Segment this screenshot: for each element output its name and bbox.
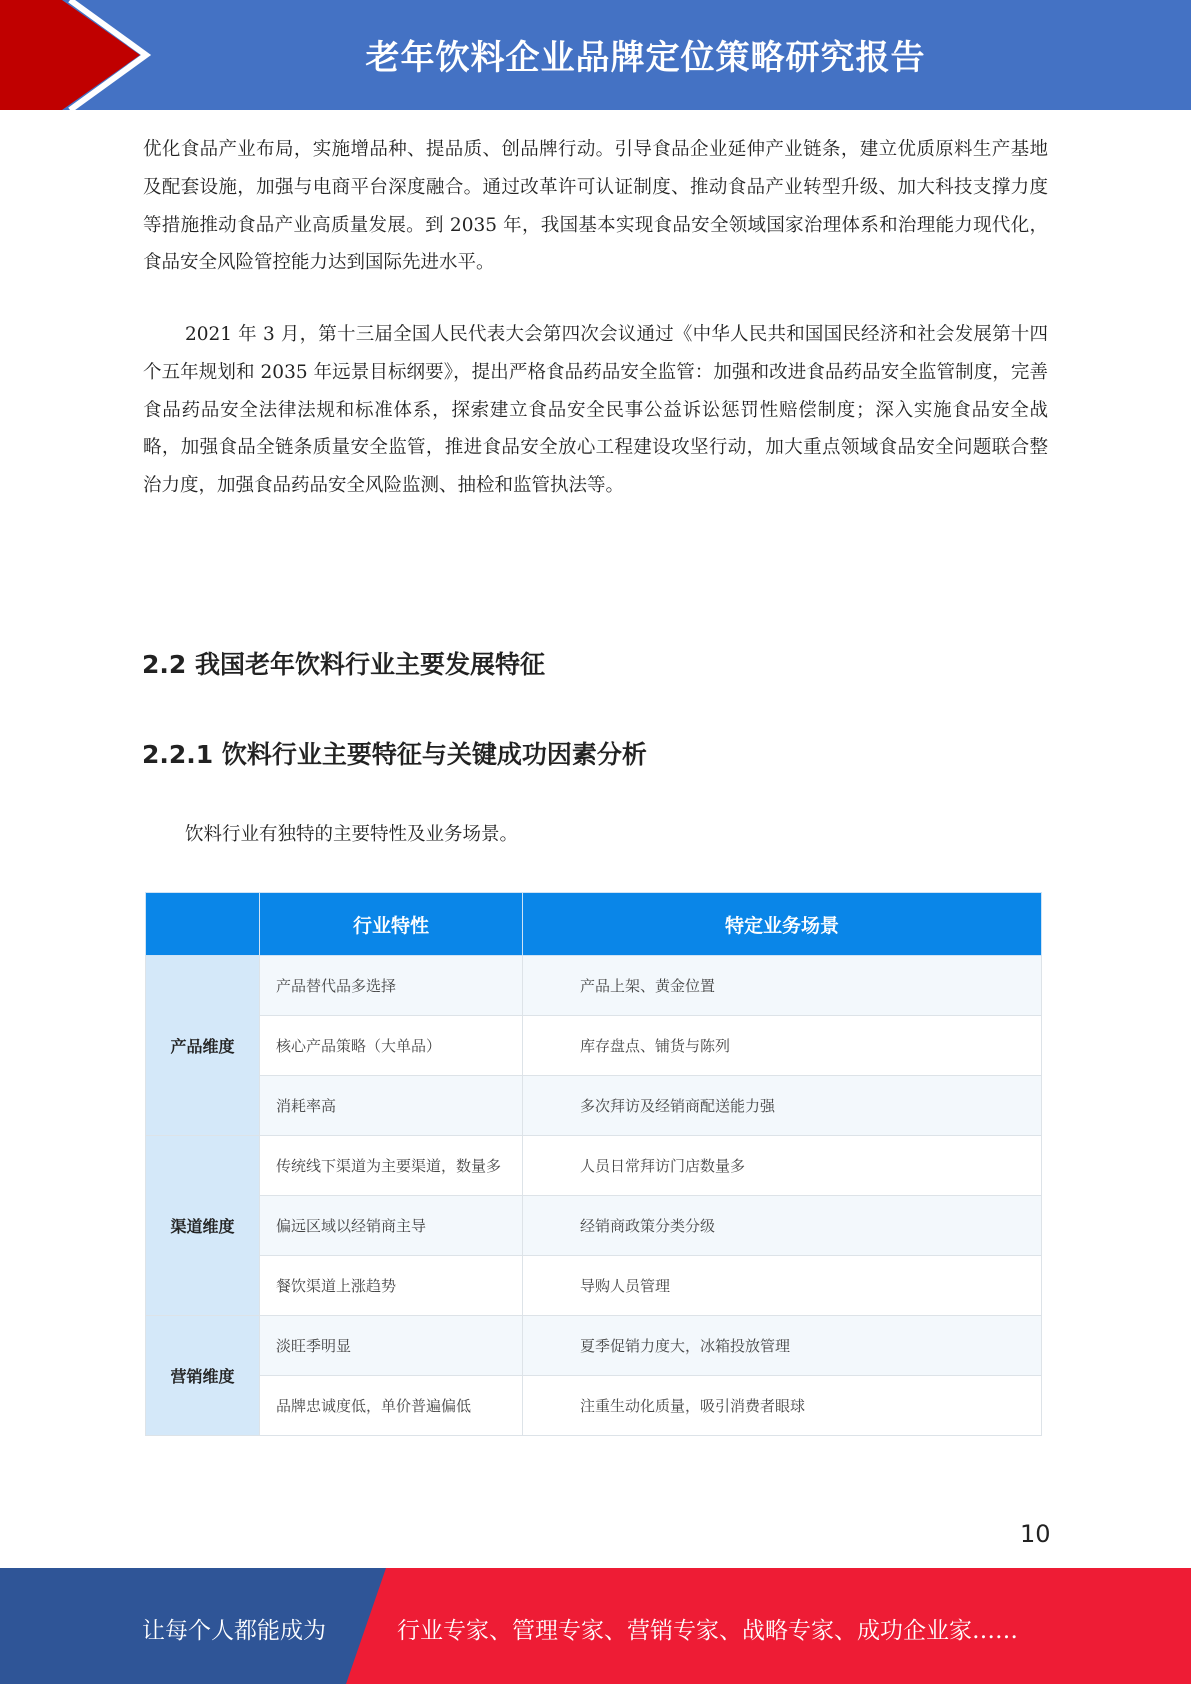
- table-row: [146, 1316, 1042, 1376]
- page-number: 10: [1020, 1520, 1051, 1548]
- table-row: [146, 1256, 1042, 1316]
- table-row: [146, 1076, 1042, 1136]
- trait-cell: 餐饮渠道上涨趋势: [260, 1256, 523, 1316]
- characteristics-table: [145, 892, 1042, 1436]
- scenario-cell: 多次拜访及经销商配送能力强: [523, 1076, 1042, 1136]
- section-heading: 2.2 我国老年饮料行业主要发展特征: [142, 650, 545, 679]
- page-header: [0, 0, 1191, 110]
- trait-cell: 淡旺季明显: [260, 1316, 523, 1376]
- report-title: 老年饮料企业品牌定位策略研究报告: [365, 38, 926, 78]
- footer-slogan-left: 让每个人都能成为: [142, 1618, 326, 1644]
- paragraph-2-text: 2021 年 3 月，第十三届全国人民代表大会第四次会议通过《中华人民共和国国民经济和社会发展第十四个五年规划和 2035 年远景目标纲要》，提出严格食品药品安全监管：加强和改进食品药品安全监管制度，完善食品药品安全法律法规和标准体系，探索建立食品安全民事公益诉讼惩罚性赔偿制度；深入实施食品安全战略，加强食品全链条质量安全监管，推进食品安全放心工程建设攻坚行动，加大重点领域食品安全问题联合整治力度，加强食品药品安全风险监测、抽检和监管执法等。: [143, 324, 1048, 497]
- paragraph-2: [143, 316, 1048, 505]
- table-row: [146, 1196, 1042, 1256]
- table-row: [146, 1016, 1042, 1076]
- scenario-cell: 产品上架、黄金位置: [523, 956, 1042, 1016]
- dimension-cell: 营销维度: [146, 1316, 260, 1436]
- paragraph-1: 优化食品产业布局，实施增品种、提品质、创品牌行动。引导食品企业延伸产业链条，建立优质原料生产基地及配套设施，加强与电商平台深度融合。通过改革许可认证制度、推动食品产业转型升级、加大科技支撑力度等措施推动食品产业高质量发展。到 2035 年，我国基本实现食品安全领域国家治理体系和治理能力现代化，食品安全风险管控能力达到国际先进水平。: [143, 139, 1048, 274]
- trait-cell: 产品替代品多选择: [260, 956, 523, 1016]
- header-cell: 行业特性: [260, 893, 523, 956]
- page-footer: [0, 1568, 1191, 1684]
- trait-cell: 核心产品策略（大单品）: [260, 1016, 523, 1076]
- scenario-cell: 人员日常拜访门店数量多: [523, 1136, 1042, 1196]
- subsection-heading: 2.2.1 饮料行业主要特征与关键成功因素分析: [142, 740, 647, 769]
- scenario-cell: 夏季促销力度大，冰箱投放管理: [523, 1316, 1042, 1376]
- table-row: [146, 1136, 1042, 1196]
- trait-cell: 消耗率高: [260, 1076, 523, 1136]
- scenario-cell: 导购人员管理: [523, 1256, 1042, 1316]
- trait-cell: 品牌忠诚度低，单价普遍偏低: [260, 1376, 523, 1436]
- header-cell: 特定业务场景: [523, 893, 1042, 956]
- table-row: [146, 1376, 1042, 1436]
- table-row: [146, 956, 1042, 1016]
- table-header-row: [146, 893, 1042, 956]
- dimension-cell: 渠道维度: [146, 1136, 260, 1316]
- scenario-cell: 注重生动化质量，吸引消费者眼球: [523, 1376, 1042, 1436]
- trait-cell: 偏远区域以经销商主导: [260, 1196, 523, 1256]
- intro-text: 饮料行业有独特的主要特性及业务场景。: [185, 824, 519, 845]
- header-cell: [146, 893, 260, 956]
- scenario-cell: 经销商政策分类分级: [523, 1196, 1042, 1256]
- trait-cell: 传统线下渠道为主要渠道，数量多: [260, 1136, 523, 1196]
- scenario-cell: 库存盘点、铺货与陈列: [523, 1016, 1042, 1076]
- dimension-cell: 产品维度: [146, 956, 260, 1136]
- footer-slogan-right: 行业专家、管理专家、营销专家、战略专家、成功企业家……: [397, 1618, 1018, 1644]
